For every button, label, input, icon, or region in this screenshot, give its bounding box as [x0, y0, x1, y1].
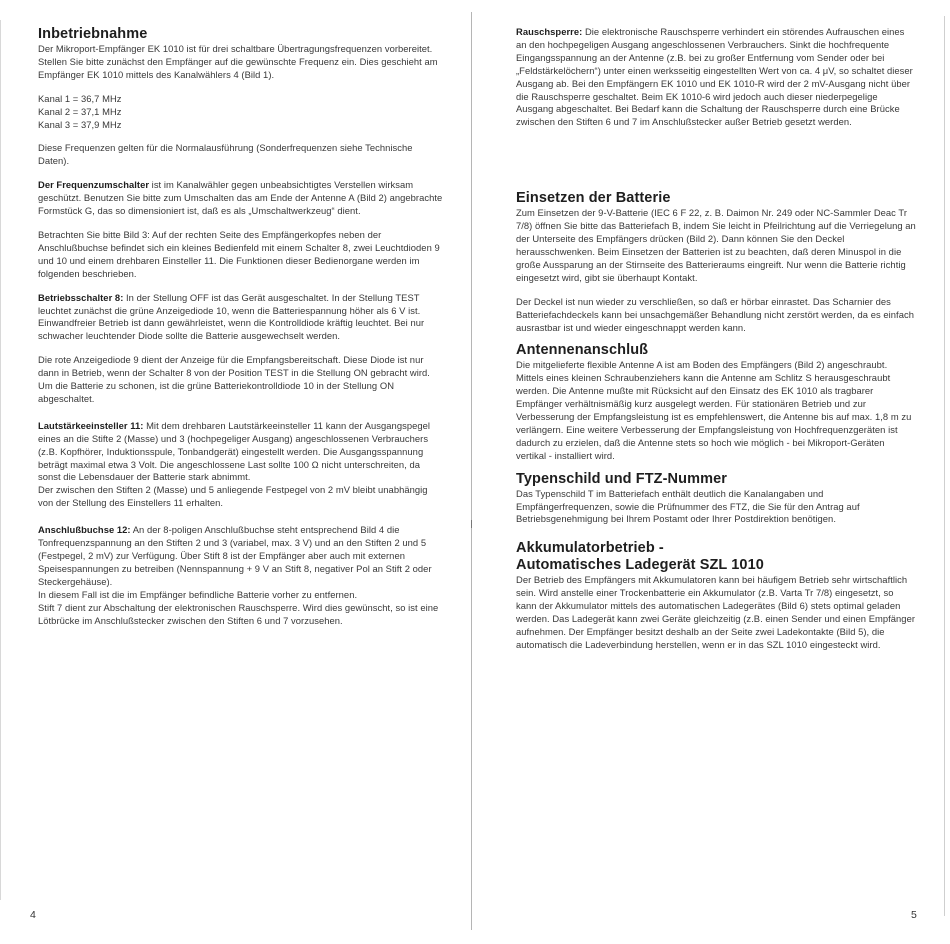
section-title-battery: Einsetzen der Batterie [516, 190, 671, 207]
fixed-level-paragraph: Der zwischen den Stiften 2 (Masse) und 5 anliegende Festpegel von 2 mV bleibt unabhängig von der Stellung des Einstellers 11 erhalten. [38, 484, 428, 509]
accumulator-paragraph: Der Betrieb des Empfängers mit Akkumulatoren kann bei häufigem Betrieb sehr wirtschaftlich sein. Wird anstelle einer Trockenbatterie ein Akkumulator (z.B. Varta Tr 7/8) eingesetzt, so kann der Akkumulator mittels des automatischen Ladegerätes (Bild 6) stets optimal geladen werden. Das Ladegerät kann zwei Geräte gleichzeitig (z.B. einen Sender und einen Empfänger aufnehmen. Der Empfänger besitzt deshalb an der Seite zwei Ladekontakte (Bild 5), die automatisch die Ladeverbindung herstellen, wenn er in das SZL 1010 eingesteckt wird. [516, 574, 916, 650]
frequency-switch-heading: Der Frequenzumschalter [38, 179, 150, 191]
channel-1: Kanal 1 = 36,7 MHz [38, 92, 122, 104]
volume-control-heading: Lautstärkeeinsteller 11: [38, 419, 144, 431]
volume-control-text: Mit dem drehbaren Lautstärkeeinsteller 11 kann der Ausgangspegel eines an die Stifte 2 (Masse) und 3 (hochpegeliger Ausgang) angeschlossenen Verbrauchers (z.B. Kopfhörer, Induktionsspule, Tonbandgerät) eingestellt werden. Die Ausgangsspannung beträgt maximal etwa 3 Volt. Die angeschlossene Last sollte 100 Ω nicht unterschreiten, da sonst die Lebensdauer der Batterie stark abnimmt. [38, 419, 431, 483]
squelch-heading: Rauschsperre: [516, 26, 583, 37]
bild3-paragraph: Betrachten Sie bitte Bild 3: Auf der rechten Seite des Empfängerkopfes neben der Anschlußbuchse befindet sich ein kleines Bedienfeld mit einem Schalter 8, zwei Leuchtdioden 9 und 10 und einem drehbaren Einsteller 11. Die Funktionen dieser Bedienorgane werden im folgenden beschrieben. [38, 228, 440, 279]
type-plate-paragraph: Das Typenschild T im Batteriefach enthält deutlich die Kanalangaben und Empfängerfrequenzen, sowie die Prüfnummer des FTZ, die Sie für den Antrag auf Betriebsgenehmigung bei Ihrem Postamt oder Ihrer Postdirektion benötigen. [516, 487, 860, 525]
connector-battery-note: In diesem Fall ist die im Empfänger befindliche Batterie vorher zu entfernen. [38, 588, 358, 600]
volume-control-paragraph [38, 420, 445, 485]
connector-paragraph [38, 524, 445, 589]
page-number-left: 4 [30, 909, 36, 921]
operating-switch-heading: Betriebsschalter 8: [38, 291, 124, 303]
battery-paragraph: Zum Einsetzen der 9-V-Batterie (IEC 6 F 22, z. B. Daimon Nr. 249 oder NC-Sammler Deac Tr 7/8) öffnen Sie bitte das Batteriefach B, indem Sie leicht in Pfeilrichtung auf die Verriegelung an der Unterseite des Empfängers drücken (Bild 2). Dann können Sie den Deckel herausschwenken. Beim Einsetzen der Batterien ist zu beachten, daß deren Minuspol in die große Aussparung an der Stirnseite des Batterieraums eingreift. Nur wenn die Batterie richtig eingesetzt wird, gibt sie überhaupt Kontakt. [516, 207, 916, 283]
frequency-switch-paragraph [38, 179, 445, 218]
channel-3: Kanal 3 = 37,9 MHz [38, 118, 122, 130]
battery-lid-paragraph: Der Deckel ist nun wieder zu verschließen, so daß er hörbar einrastet. Das Scharnier des Batteriefachdeckels kann bei unsachgemäßer Behandlung nicht zerstört werden, da es einfach ausrastbar ist und wieder eingeschnappt werden kann. [516, 295, 914, 333]
connector-squelch-note: Stift 7 dient zur Abschaltung der elektronischen Rauschsperre. Wird dies gewünscht, so ist eine Lötbrücke im Anschlußstecker zwischen den Stiften 6 und 7 vorzusehen. [38, 601, 439, 626]
section-title-type-plate: Typenschild und FTZ-Nummer [516, 470, 727, 487]
intro-paragraph: Der Mikroport-Empfänger EK 1010 ist für drei schaltbare Übertragungsfrequenzen vorbereitet. Stellen Sie bitte zunächst den Empfänger auf die gewünschte Frequenz ein. Dies geschieht am Empfänger EK 1010 mittels des Kanalwählers 4 (Bild 1). [38, 43, 438, 80]
section-title-accumulator-1: Akkumulatorbetrieb - [516, 540, 664, 557]
section-title-accumulator-2: Automatisches Ladegerät SZL 1010 [516, 557, 764, 574]
frequency-switch-text: ist im Kanalwähler gegen unbeabsichtigtes Verstellen wirksam geschützt. Benutzen Sie bitte zum Umschalten das am Ende der Antenne A (Bild 2) angebrachte Formstück G, das so dimensioniert ist, daß es als „Umschaltwerkzeug“ dient. [38, 179, 443, 217]
squelch-text: Die elektronische Rauschsperre verhindert ein störendes Aufrauschen eines an den hochpegeligen Ausgang angeschlossenen Verbrauchers. Sinkt die hochfrequente Eingangsspannung an der Antenne (z.B. bei zu großer Entfernung vom Sender oder bei „Feldstärkelöchern“) unter einen werksseitig eingestellten Wert von ca. 4 μV, so schaltet dieser Ausgang ab. Bei den Empfängern EK 1010 und EK 1010-R wird der 2 mV-Ausgang nicht über die Rauschsperre geschaltet. Beim EK 1010-6 wird jedoch auch dieser niederpegelige Ausgang abgeschaltet. Bei Bedarf kann die Schaltung der Rauschsperre durch eine Brücke zwischen den Stiften 6 und 7 im Anschlußstecker außer Betrieb gesetzt werden. [516, 26, 913, 128]
operating-switch-text: In der Stellung OFF ist das Gerät ausgeschaltet. In der Stellung TEST leuchtet zunächst die grüne Anzeigediode 10, wenn die Batteriespannung höher als 6 V ist. Einwandfreier Betrieb ist dann gewährleistet, wenn die Kontrolldiode kräftig leuchtet. Bei nur schwacher leuchtender Diode sollte die Batterie ausgewechselt werden. [38, 291, 425, 342]
diode-paragraph: Die rote Anzeigediode 9 dient der Anzeige für die Empfangsbereitschaft. Diese Diode ist nur dann in Betrieb, wenn der Schalter 8 von der Position TEST in die Stellung ON gebracht wird. Um die Batterie zu schonen, ist die grüne Batteriekontrolldiode 10 in der Stellung ON abgeschaltet. [38, 354, 430, 404]
right-page [475, 0, 950, 944]
page-number-right: 5 [911, 909, 917, 921]
connector-text: An der 8-poligen Anschlußbuchse steht entsprechend Bild 4 die Tonfrequenzspannung an den Stiften 2 und 3 (variabel, max. 3 V) und an den Stiften 2 und 5 (Festpegel, 2 mV) zur Verfügung. Über Stift 8 ist der Empfänger aber auch mit externen Speisespannungen zu betreiben (Nennspannung + 9 V an Stift 8, negativer Pol an Stift 2 oder Steckergehäuse). [38, 524, 432, 587]
frequency-note: Diese Frequenzen gelten für die Normalausführung (Sonderfrequenzen siehe Technische Daten). [38, 142, 413, 167]
antenna-paragraph: Die mitgelieferte flexible Antenne A ist am Boden des Empfängers (Bild 2) angeschraubt. Mittels eines kleinen Schraubenziehers kann die Antenne am Schlitz S herausgeschraubt werden. Die Antenne mußte mit Rücksicht auf den Einsatz des EK 1010 als tragbarer Empfänger verhältnismäßig kurz ausgelegt werden. Für stationären Betrieb und zur Verbesserung der Empfangsleistung ist es empfehlenswert, die Antenne bis auf max. 1,8 m zu verlängern. Eine weitere Verbesserung der Empfangsleistung von Hochfrequenzgeräten ist dadurch zu erzielen, daß die Antenne stets so hoch wie möglich - bei Mikroport-Geräten vertikal - installiert wird. [516, 359, 912, 461]
squelch-paragraph [516, 26, 916, 129]
operating-switch-paragraph [38, 292, 445, 344]
connector-heading: Anschlußbuchse 12: [38, 524, 131, 536]
section-title-inbetriebnahme: Inbetriebnahme [38, 26, 148, 42]
section-title-antenna: Antennenanschluß [516, 342, 649, 359]
channel-2: Kanal 2 = 37,1 MHz [38, 105, 122, 117]
